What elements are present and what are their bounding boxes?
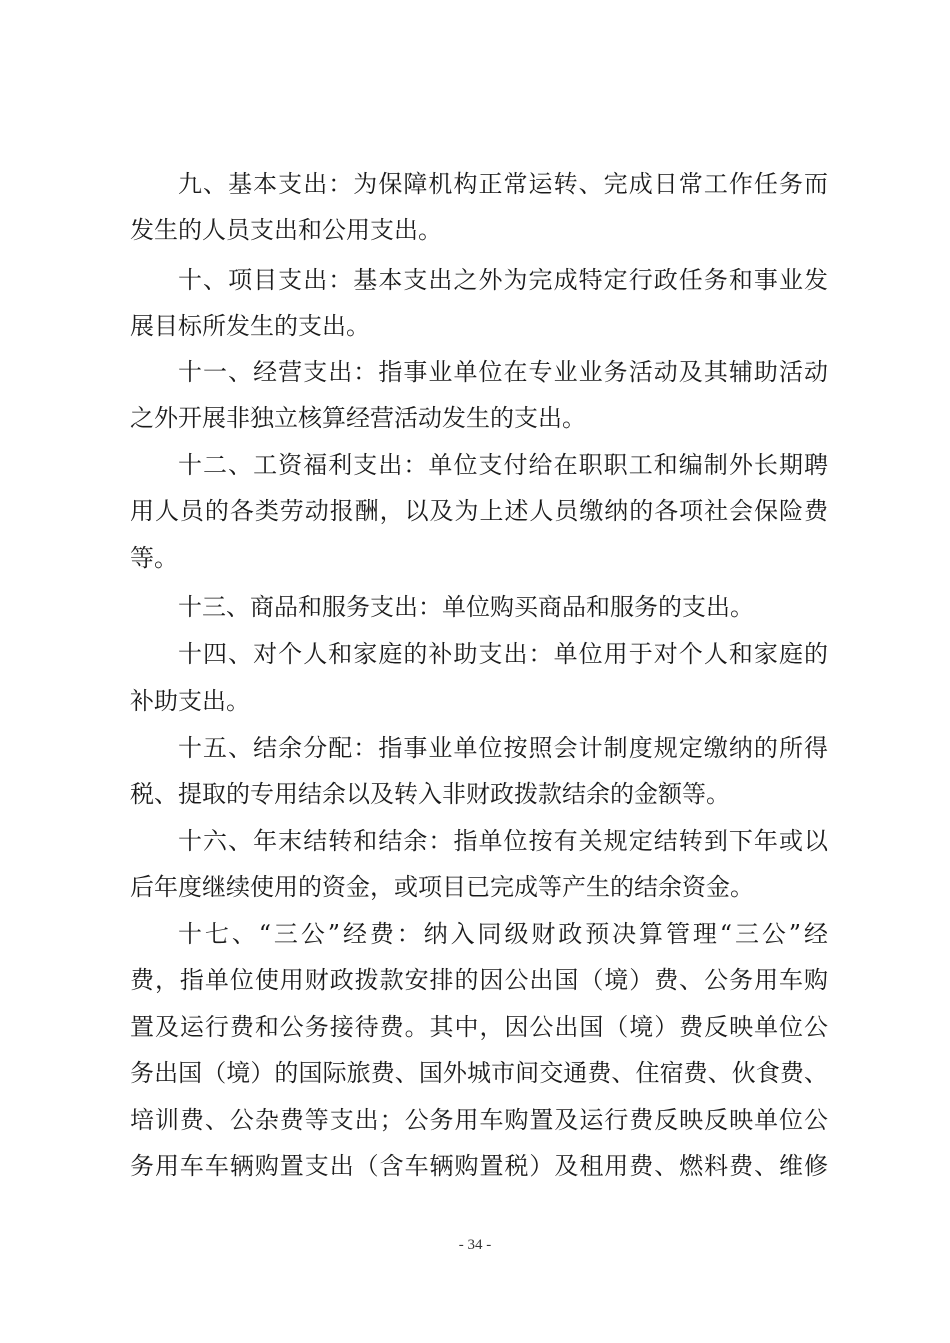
paragraph-9-line-1: 九、基本支出：为保障机构正常运转、完成日常工作任务而 <box>178 170 828 198</box>
paragraph-17-line-6: 务用车车辆购置支出（含车辆购置税）及租用费、燃料费、维修 <box>130 1152 828 1180</box>
paragraph-14-line-2: 补助支出。 <box>130 687 250 715</box>
paragraph-15-line-2: 税、提取的专用结余以及转入非财政拨款结余的金额等。 <box>130 780 730 808</box>
paragraph-17-line-1: 十七、“三公”经费：纳入同级财政预决算管理“三公”经 <box>178 920 828 948</box>
paragraph-10-line-2: 展目标所发生的支出。 <box>130 312 370 340</box>
paragraph-16-line-2: 后年度继续使用的资金，或项目已完成等产生的结余资金。 <box>130 873 754 901</box>
paragraph-11-line-1: 十一、经营支出：指事业单位在专业业务活动及其辅助活动 <box>178 358 828 386</box>
paragraph-9-line-2: 发生的人员支出和公用支出。 <box>130 216 442 244</box>
paragraph-10-line-1: 十、项目支出：基本支出之外为完成特定行政任务和事业发 <box>178 266 828 294</box>
paragraph-12-line-3: 等。 <box>130 544 178 572</box>
paragraph-17-line-5: 培训费、公杂费等支出；公务用车购置及运行费反映反映单位公 <box>130 1106 828 1134</box>
paragraph-11-line-2: 之外开展非独立核算经营活动发生的支出。 <box>130 404 586 432</box>
paragraph-15-line-1: 十五、结余分配：指事业单位按照会计制度规定缴纳的所得 <box>178 734 828 762</box>
page-number: - 34 - <box>458 1237 492 1253</box>
paragraph-13-line-1: 十三、商品和服务支出：单位购买商品和服务的支出。 <box>178 593 754 621</box>
paragraph-14-line-1: 十四、对个人和家庭的补助支出：单位用于对个人和家庭的 <box>178 640 828 668</box>
paragraph-17-line-3: 置及运行费和公务接待费。其中，因公出国（境）费反映单位公 <box>130 1013 828 1041</box>
paragraph-16-line-1: 十六、年末结转和结余：指单位按有关规定结转到下年或以 <box>178 827 828 855</box>
paragraph-17-line-2: 费，指单位使用财政拨款安排的因公出国（境）费、公务用车购 <box>130 966 828 994</box>
paragraph-17-line-4: 务出国（境）的国际旅费、国外城市间交通费、住宿费、伙食费、 <box>130 1059 828 1087</box>
paragraph-12-line-1: 十二、工资福利支出：单位支付给在职职工和编制外长期聘 <box>178 451 828 479</box>
paragraph-12-line-2: 用人员的各类劳动报酬，以及为上述人员缴纳的各项社会保险费 <box>130 497 828 525</box>
